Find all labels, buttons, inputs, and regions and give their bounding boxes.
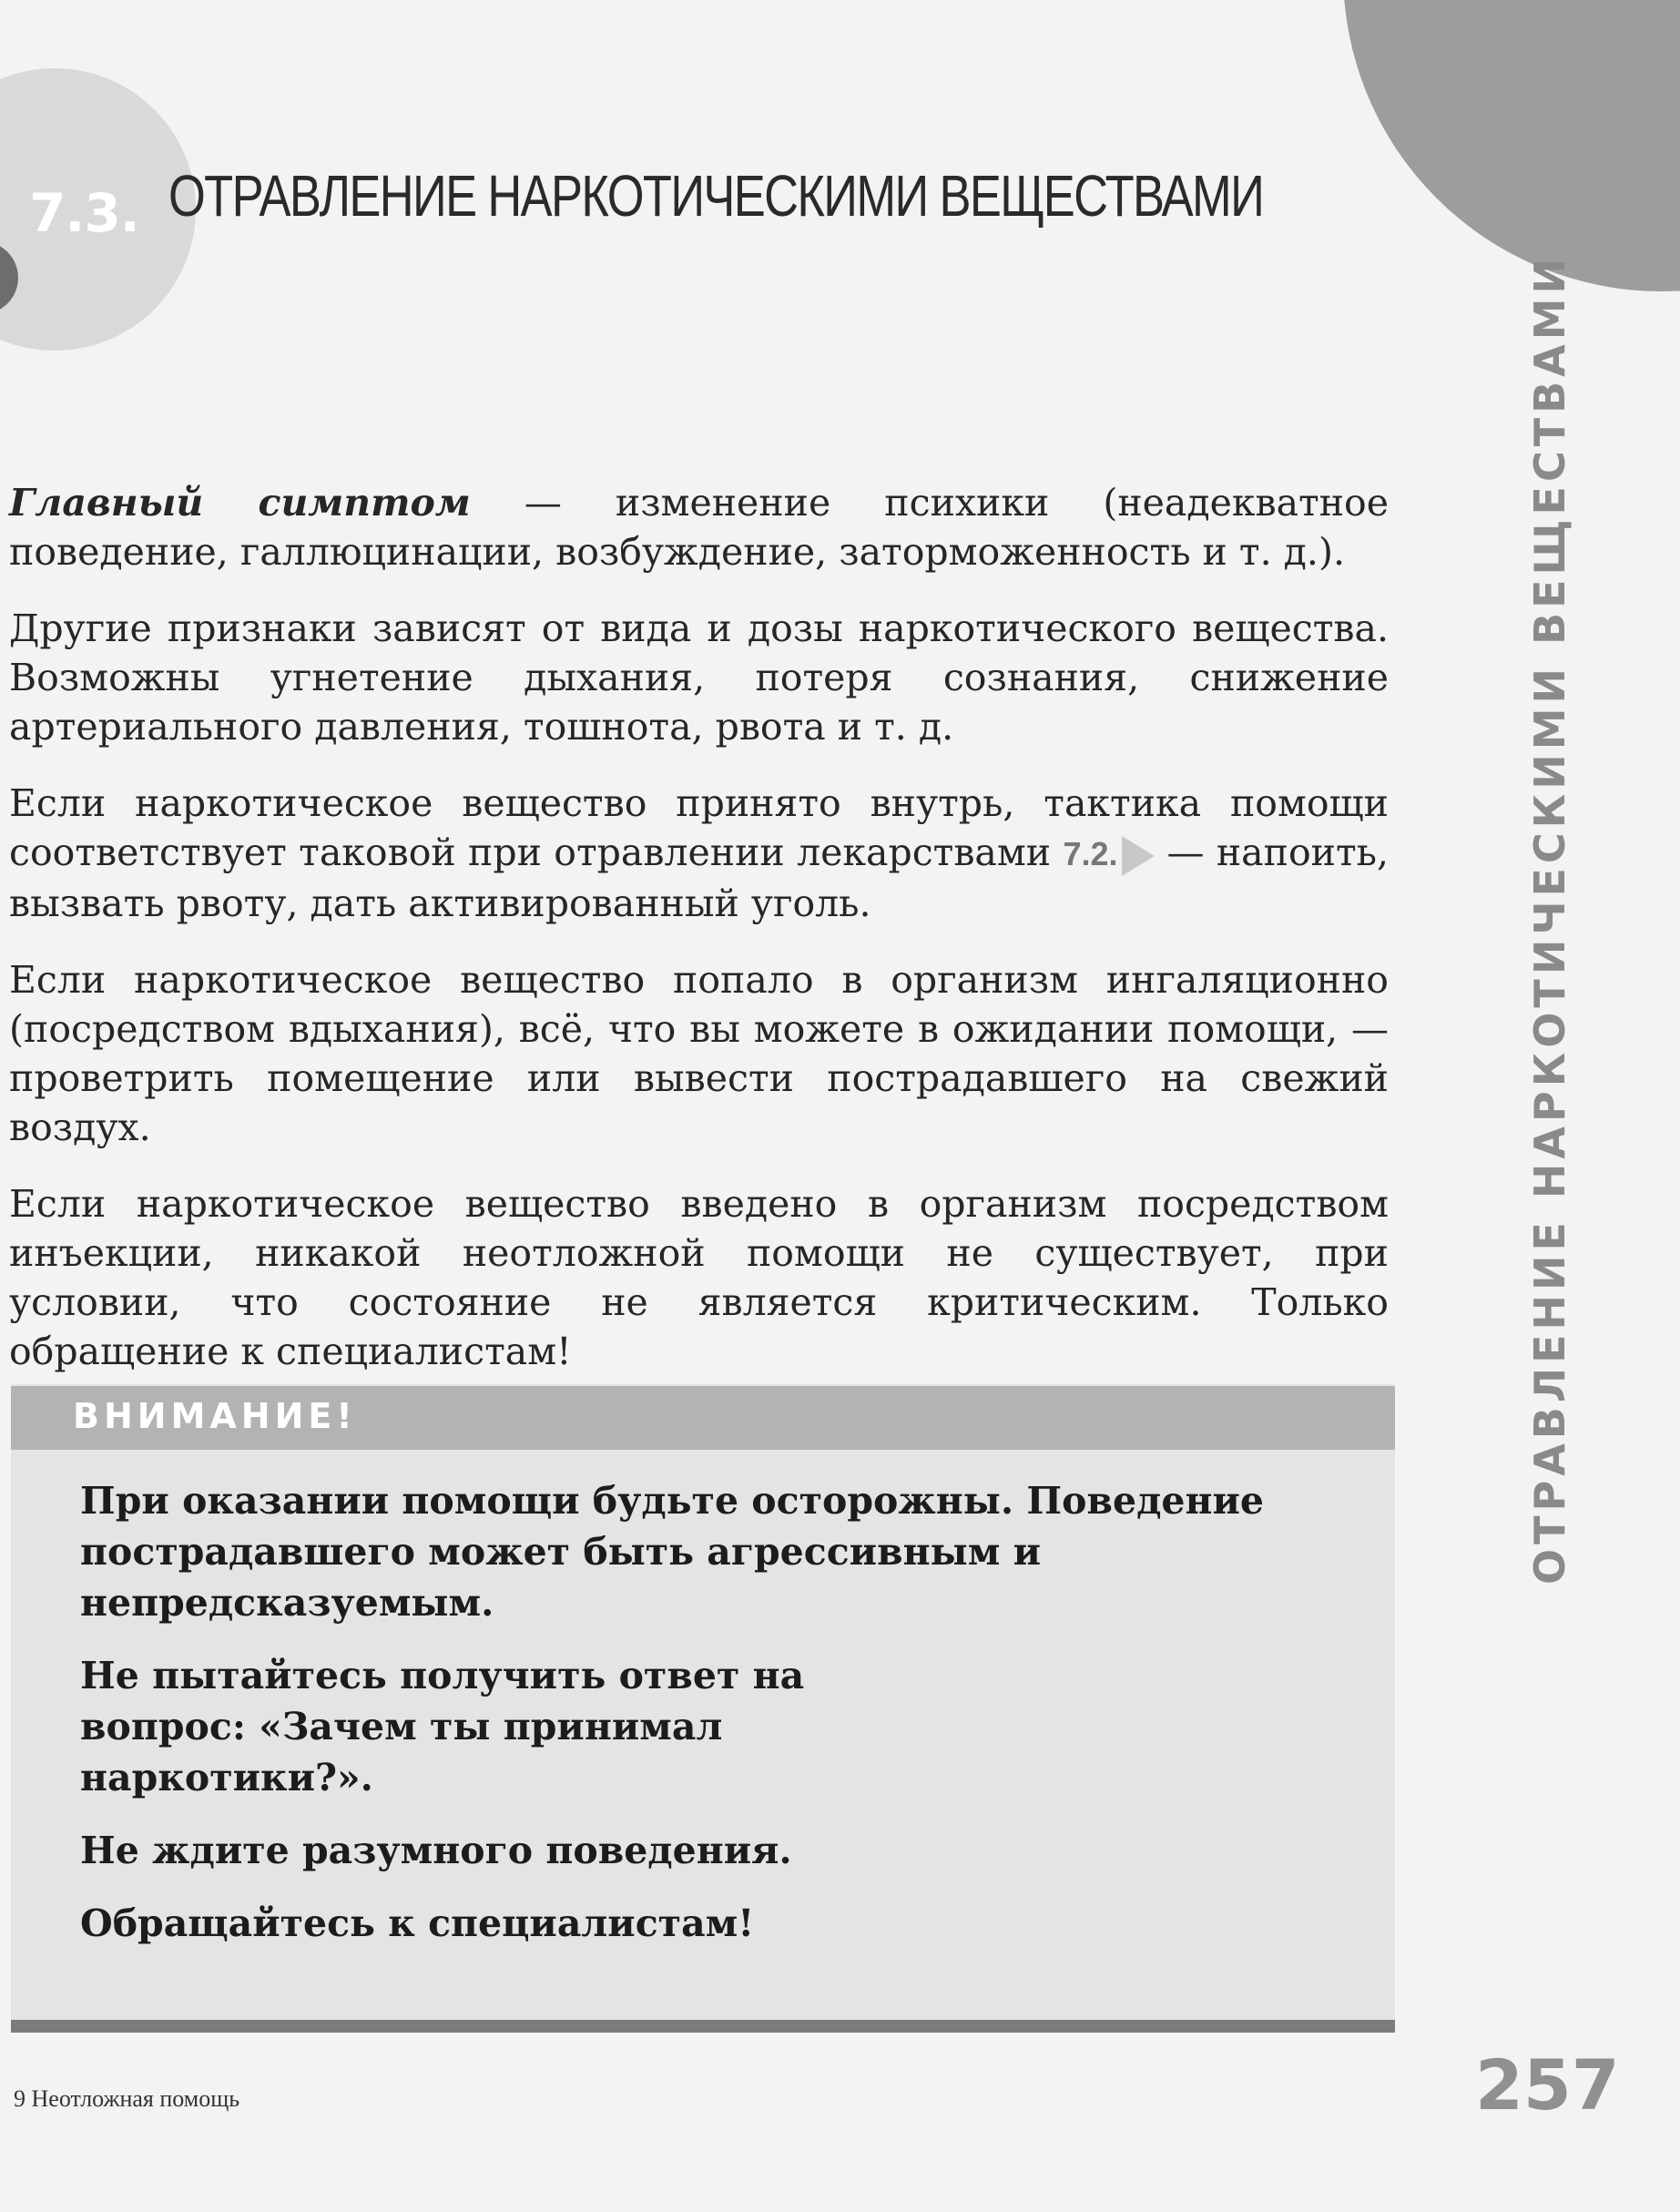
main-symptom-lead: Главный симптом <box>9 481 471 525</box>
attention-label: ВНИМАНИЕ! <box>73 1396 357 1436</box>
paragraph-oral-intake <box>9 779 1389 928</box>
paragraph-other-signs: Другие признаки зависят от вида и дозы наркотического вещества. Возможны угнетение дыхания, потеря сознания, снижение артериального давления, тошнота, рвота и т. д. <box>9 607 1389 749</box>
side-running-title: ОТРАВЛЕНИЕ НАРКОТИЧЕСКИМИ ВЕЩЕСТВАМИ <box>1525 253 1574 1585</box>
page-title: ОТРАВЛЕНИЕ НАРКОТИЧЕСКИМИ ВЕЩЕСТВАМИ <box>168 163 1264 229</box>
attention-line: При оказании помощи будьте осторожны. Поведение пострадавшего может быть агрессивным и непредсказуемым. <box>80 1479 1264 1625</box>
attention-line: Не ждите разумного поведения. <box>80 1829 792 1872</box>
paragraph-injection: Если наркотическое вещество введено в организм посредством инъекции, никакой неотложной помощи не существует, при условии, что состояние не является критическим. Только обращение к специалистам! <box>9 1182 1389 1373</box>
cross-reference-link[interactable]: 7.2. <box>1063 835 1118 872</box>
attention-line: Не пытайтесь получить ответ на вопрос: «Зачем ты принимал наркотики?». <box>80 1654 805 1799</box>
attention-line: Обращайтесь к специалистам! <box>80 1901 755 1945</box>
attention-content <box>80 1475 1337 1971</box>
arrow-right-icon <box>1122 836 1155 876</box>
main-symptom-text: — изменение психики (неадекватное поведение, галлюцинации, возбуждение, заторможенность и т. д.). <box>9 481 1389 574</box>
oral-intake-text: Если наркотическое вещество принято внутрь, тактика помощи соответствует таковой при отравлении лекарствами <box>9 781 1389 874</box>
page-number: 257 <box>1475 2044 1620 2125</box>
paragraph-main-symptom <box>9 478 1389 576</box>
corner-decorative-circle <box>1343 0 1680 291</box>
paragraph-inhalation: Если наркотическое вещество попало в организм ингаляционно (посредством вдыхания), всё, что вы можете в ожидании помощи, — проветрить помещение или вывести пострадавшего на свежий воздух. <box>9 958 1389 1149</box>
footer-book-title: 9 Неотложная помощь <box>14 2085 240 2112</box>
section-number: 7.3. <box>29 182 139 244</box>
body-text <box>9 478 1389 1403</box>
attention-bottom-rule <box>11 2020 1395 2033</box>
oral-intake-tail: — напоить, вызвать рвоту, дать активированный уголь. <box>9 831 1389 925</box>
